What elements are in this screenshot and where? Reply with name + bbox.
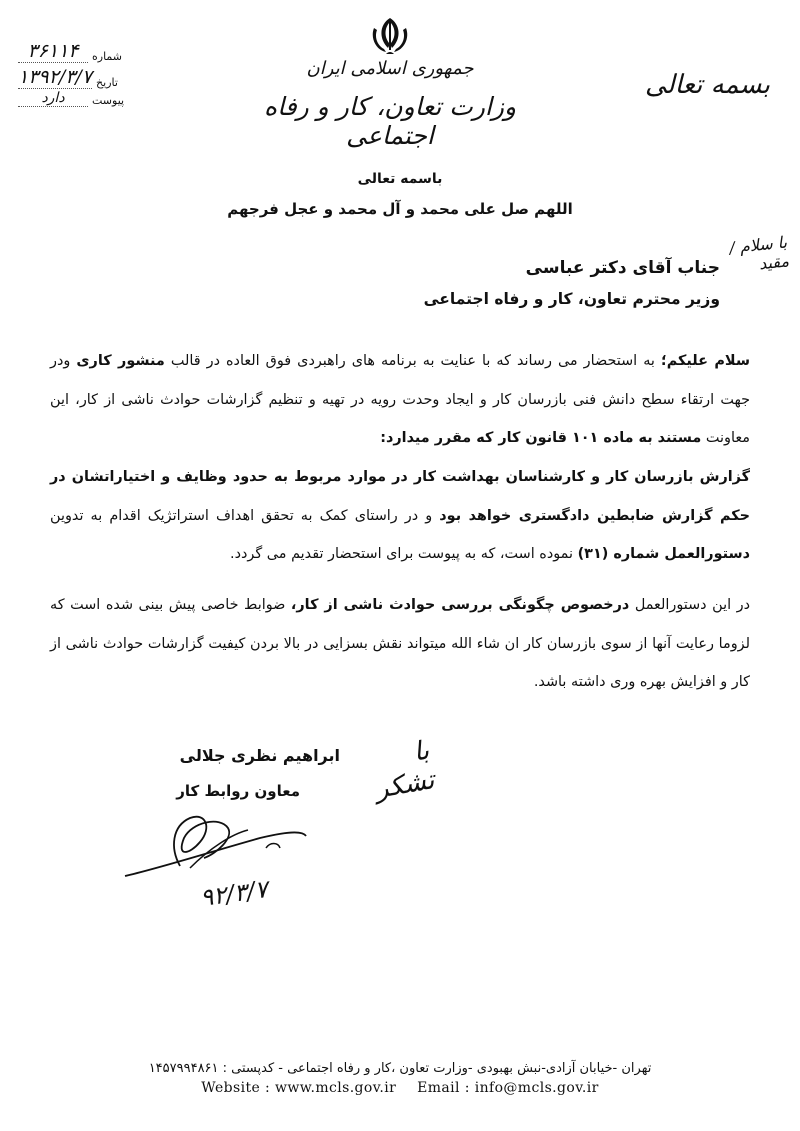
bism-header: بسمه تعالی xyxy=(645,70,770,100)
letter-attachment-label: پیوست xyxy=(92,94,125,107)
letter-number-value: ۳۶۱۱۴ xyxy=(18,40,88,63)
handwritten-note: با سلام / مقید xyxy=(728,232,790,274)
letter-date-label: تاریخ xyxy=(96,76,118,89)
letter-attachment-value: دارد xyxy=(18,90,88,107)
p2-text-a: و در راستای کمک به تحقق اهداف استراتژیک اقدام به تدوین xyxy=(50,507,440,524)
opening-bism: باسمه تعالی xyxy=(357,171,443,187)
article-quote: گزارش بازرسان کار و کارشناسان بهداشت کار در موارد مربوط به حدود وظایف و اختیاراتشان در حکم گزارش ضابطین دادگستری خواهد بود xyxy=(50,469,750,524)
p3-text-b: ضوابط خاصی پیش بینی شده است که لزوما رعایت آنها از سوی بازرسان کار ان شاء الله میتواند نقش بسزایی در بالا بردن کیفیت گزارشات حوادث ناشی از کار و افزایش بهره وری داشته باشد. xyxy=(50,597,750,691)
recipient-title: وزیر محترم تعاون، کار و رفاه اجتماعی xyxy=(423,290,720,308)
p1-text-a: به استحضار می رساند که با عنایت به برنامه های راهبردی فوق العاده در قالب xyxy=(164,353,661,369)
footer-contact xyxy=(120,1080,680,1096)
footer-website: Website : www.mcls.gov.ir xyxy=(201,1080,397,1096)
signer-role: معاون روابط کار xyxy=(176,782,300,800)
republic-title: جمهوری اسلامی ایران xyxy=(306,58,474,79)
p3-topic: درخصوص چگونگی بررسی حوادث ناشی از کار، xyxy=(290,597,630,613)
article-reference: مستند به ماده ۱۰۱ قانون کار که مقرر میدارد: xyxy=(380,430,702,447)
body-paragraph-3 xyxy=(50,586,750,702)
instruction-number: دستورالعمل شماره (۳۱) xyxy=(577,546,750,563)
letter-date-row xyxy=(18,66,178,89)
signer-name: ابراهیم نظری جلالی xyxy=(179,746,340,765)
body-paragraph-1 xyxy=(50,342,750,458)
footer-email: Email : info@mcls.gov.ir xyxy=(417,1080,599,1096)
ministry-title: وزارت تعاون، کار و رفاه اجتماعی xyxy=(263,92,517,150)
letter-date-value: ۱۳۹۲/۳/۷ xyxy=(18,66,93,88)
p3-text-a: در این دستورالعمل xyxy=(629,597,750,613)
p2-text-b: نموده است، که به پیوست برای استحضار تقدیم می گردد. xyxy=(230,546,578,563)
opening-salawat: اللهم صل علی محمد و آل محمد و عجل فرجهم xyxy=(227,200,573,218)
footer-address: تهران -خیابان آزادی-نبش بهبودی -وزارت تعاون ،کار و رفاه اجتماعی - کدپستی : ۱۴۵۷۹۹۴۸۶۱ xyxy=(148,1061,652,1076)
handwritten-thanks: با تشکر xyxy=(373,735,437,805)
letter-number-row xyxy=(18,40,178,63)
iran-emblem-icon xyxy=(368,14,412,58)
greeting: سلام علیکم؛ xyxy=(660,353,751,369)
body-paragraph-2 xyxy=(50,458,750,574)
recipient-name: جناب آقای دکتر عباسی xyxy=(525,258,720,278)
letter-number-label: شماره xyxy=(92,50,123,63)
p1-text-b: ودر جهت ارتقاء سطح دانش فنی بازرسان کار و ایجاد وحدت رویه در تهیه و تنظیم گزارشات حوادث ناشی از کار، این معاونت xyxy=(50,353,750,447)
charter-term: منشور کاری xyxy=(76,353,165,369)
handwritten-date: ۹۲/۳/۷ xyxy=(198,874,270,913)
letter-attachment-row xyxy=(18,90,178,107)
